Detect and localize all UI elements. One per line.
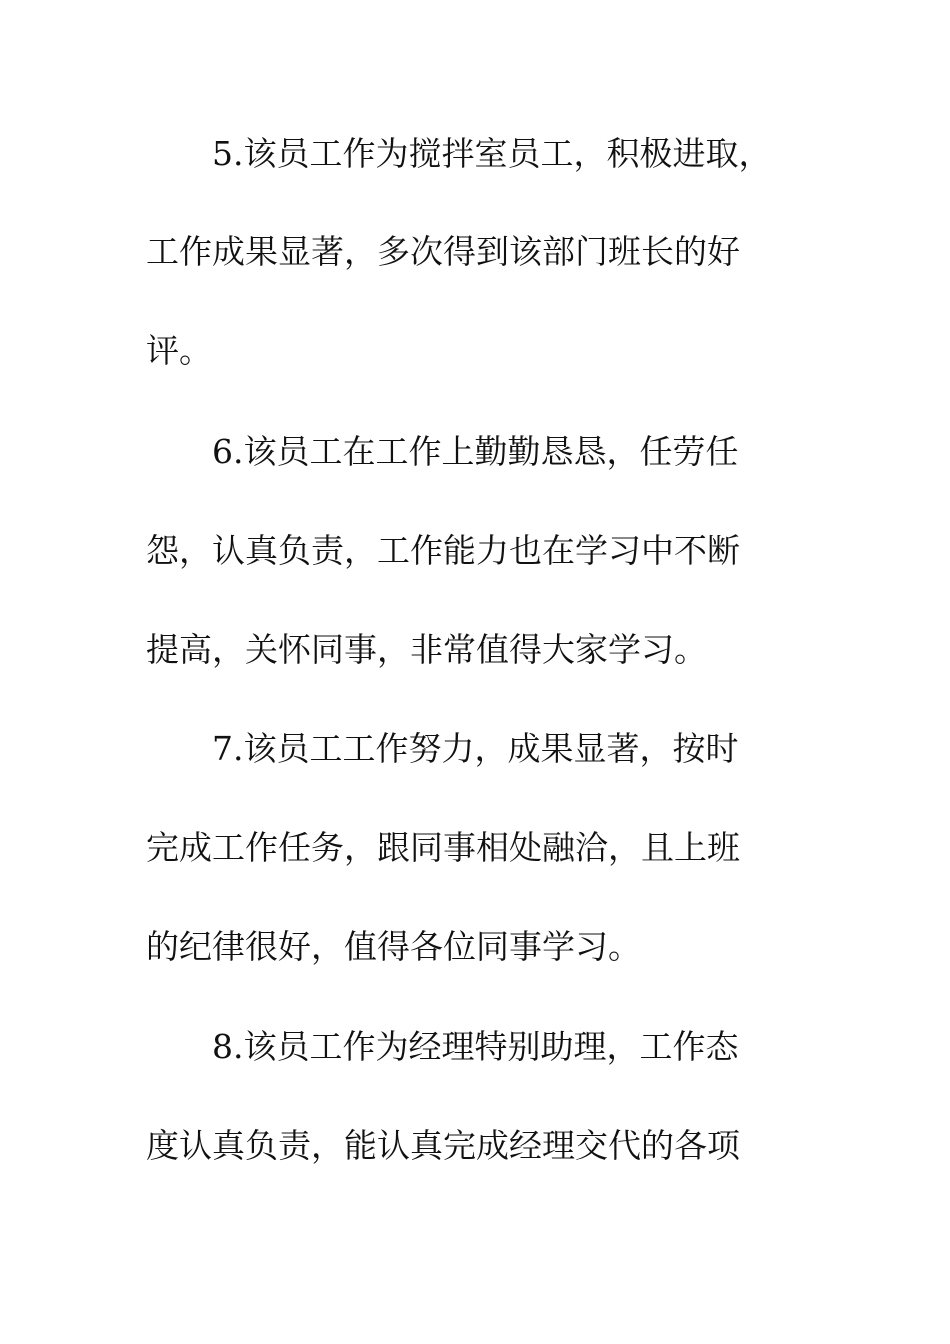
paragraph-5-line-1: 5.该员工作为搅拌室员工，积极进取，: [212, 134, 772, 173]
paragraph-6-line-3: 提高，关怀同事，非常值得大家学习。: [146, 630, 707, 669]
paragraph-5-line-2: 工作成果显著，多次得到该部门班长的好: [146, 232, 740, 271]
paragraph-8-line-2: 度认真负责，能认真完成经理交代的各项: [146, 1126, 740, 1165]
paragraph-6-line-2: 怨，认真负责，工作能力也在学习中不断: [146, 531, 740, 570]
paragraph-7-line-1: 7.该员工工作努力，成果显著，按时: [212, 729, 739, 768]
paragraph-7-line-3: 的纪律很好，值得各位同事学习。: [146, 927, 641, 966]
paragraph-8-line-1: 8.该员工作为经理特别助理，工作态: [212, 1027, 739, 1066]
paragraph-5-line-3: 评。: [146, 331, 212, 370]
paragraph-7-line-2: 完成工作任务，跟同事相处融洽，且上班: [146, 828, 740, 867]
paragraph-6-line-1: 6.该员工在工作上勤勤恳恳，任劳任: [212, 432, 739, 471]
